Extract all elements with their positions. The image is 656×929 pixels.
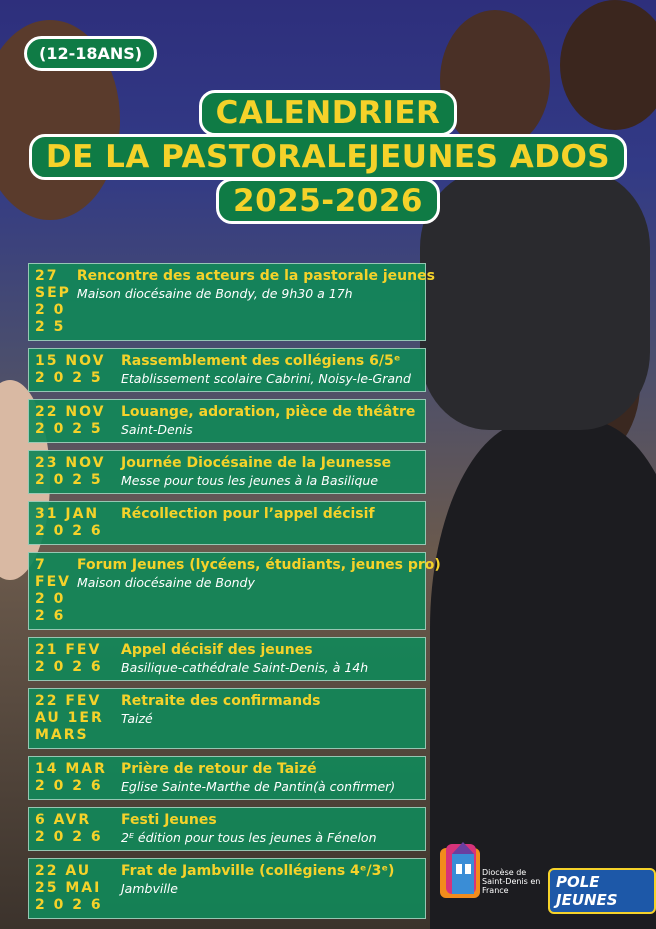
event-subtitle: Taizé — [121, 711, 153, 726]
event-subtitle: Maison diocésaine de Bondy, de 9h30 a 17h — [76, 286, 353, 301]
event-subtitle: 2ᴱ édition pour tous les jeunes à Fénelon — [121, 830, 377, 845]
title-line-1-text: CALENDRIER — [199, 90, 458, 136]
event-date — [35, 812, 115, 846]
event-info — [115, 642, 419, 676]
title-line-2-text: DE LA PASTORALEJEUNES ADOS — [29, 134, 627, 180]
event-date1: 23 NOV — [35, 455, 106, 471]
event-title: Rencontre des acteurs de la pastorale jeunes — [76, 268, 435, 284]
event-date1: 27 SEP — [35, 268, 71, 301]
event-date2: 2 0 2 6 — [35, 829, 103, 845]
event-date3: MARS — [35, 727, 89, 743]
event-row — [28, 637, 426, 681]
event-info — [115, 404, 419, 438]
event-date1: 14 MAR — [35, 761, 107, 777]
event-row — [28, 263, 435, 341]
event-date2: 2 0 2 5 — [35, 302, 66, 335]
event-info — [115, 506, 419, 540]
event-date — [35, 642, 115, 676]
event-date — [35, 353, 115, 387]
event-date — [35, 761, 115, 795]
event-date2: 2 0 2 5 — [35, 472, 103, 488]
event-title: Appel décisif des jeunes — [121, 642, 313, 658]
event-date1: 31 JAN — [35, 506, 100, 522]
event-row — [28, 807, 426, 851]
events-list — [28, 263, 441, 926]
event-subtitle: Eglise Sainte-Marthe de Pantin(à confirmer) — [121, 779, 396, 794]
event-date — [35, 863, 115, 914]
event-date — [35, 557, 71, 625]
event-subtitle: Saint-Denis — [121, 422, 193, 437]
event-row — [28, 552, 441, 630]
pole-jeunes-logo: POLE JEUNES — [548, 868, 656, 914]
event-subtitle: Basilique-cathédrale Saint-Denis, à 14h — [121, 660, 369, 675]
event-date2: AU 1ER — [35, 710, 104, 726]
event-title: Frat de Jambville (collégiens 4ᵉ/3ᵉ) — [121, 863, 395, 879]
event-date2: 2 0 2 6 — [35, 659, 103, 675]
event-info — [115, 353, 419, 387]
event-info — [71, 557, 441, 625]
event-title: Retraite des confirmands — [121, 693, 321, 709]
event-row — [28, 756, 426, 800]
event-subtitle: Etablissement scolaire Cabrini, Noisy-le-Grand — [121, 371, 411, 386]
event-title: Récollection pour l’appel décisif — [121, 506, 375, 522]
event-date — [35, 455, 115, 489]
event-date2: 2 0 2 5 — [35, 421, 103, 437]
event-info — [115, 761, 419, 795]
event-date1: 22 AU — [35, 863, 92, 879]
event-row — [28, 858, 426, 919]
event-date3: 2 0 2 6 — [35, 897, 103, 913]
event-row — [28, 501, 426, 545]
event-date2: 2 0 2 6 — [35, 591, 66, 624]
event-title: Journée Diocésaine de la Jeunesse — [121, 455, 392, 471]
event-row — [28, 399, 426, 443]
event-date1: 21 FEV — [35, 642, 102, 658]
event-row — [28, 688, 426, 749]
event-date1: 15 NOV — [35, 353, 106, 369]
age-range-badge: (12-18ANS) — [24, 36, 157, 71]
event-date2: 2 0 2 6 — [35, 778, 103, 794]
title-line-2 — [0, 134, 656, 180]
event-row — [28, 348, 426, 392]
event-title: Prière de retour de Taizé — [121, 761, 317, 777]
diocese-logo-text: Diocèse de Saint-Denis en France — [482, 868, 541, 895]
event-date2: 2 0 2 5 — [35, 370, 103, 386]
event-info — [115, 455, 419, 489]
event-date1: 6 AVR — [35, 812, 92, 828]
event-subtitle: Jambville — [121, 881, 178, 896]
title-line-3-text: 2025-2026 — [216, 178, 440, 224]
event-info — [115, 812, 419, 846]
event-date2: 25 MAI — [35, 880, 102, 896]
event-date — [35, 268, 71, 336]
event-row — [28, 450, 426, 494]
event-date1: 7 FEV — [35, 557, 71, 590]
event-date — [35, 404, 115, 438]
event-title: Rassemblement des collégiens 6/5ᵉ — [121, 353, 401, 369]
event-date — [35, 506, 115, 540]
event-subtitle: Messe pour tous les jeunes à la Basilique — [121, 473, 379, 488]
event-subtitle: Maison diocésaine de Bondy — [76, 575, 255, 590]
event-info — [71, 268, 435, 336]
event-date2: 2 0 2 6 — [35, 523, 103, 539]
event-date — [35, 693, 115, 744]
event-date1: 22 NOV — [35, 404, 106, 420]
title-line-3 — [0, 178, 656, 224]
event-title: Forum Jeunes (lycéens, étudiants, jeunes pro) — [76, 557, 441, 573]
event-title: Festi Jeunes — [121, 812, 217, 828]
event-info — [115, 863, 419, 914]
title-line-1 — [0, 90, 656, 136]
event-title: Louange, adoration, pièce de théâtre — [121, 404, 416, 420]
event-info — [115, 693, 419, 744]
event-date1: 22 FEV — [35, 693, 102, 709]
